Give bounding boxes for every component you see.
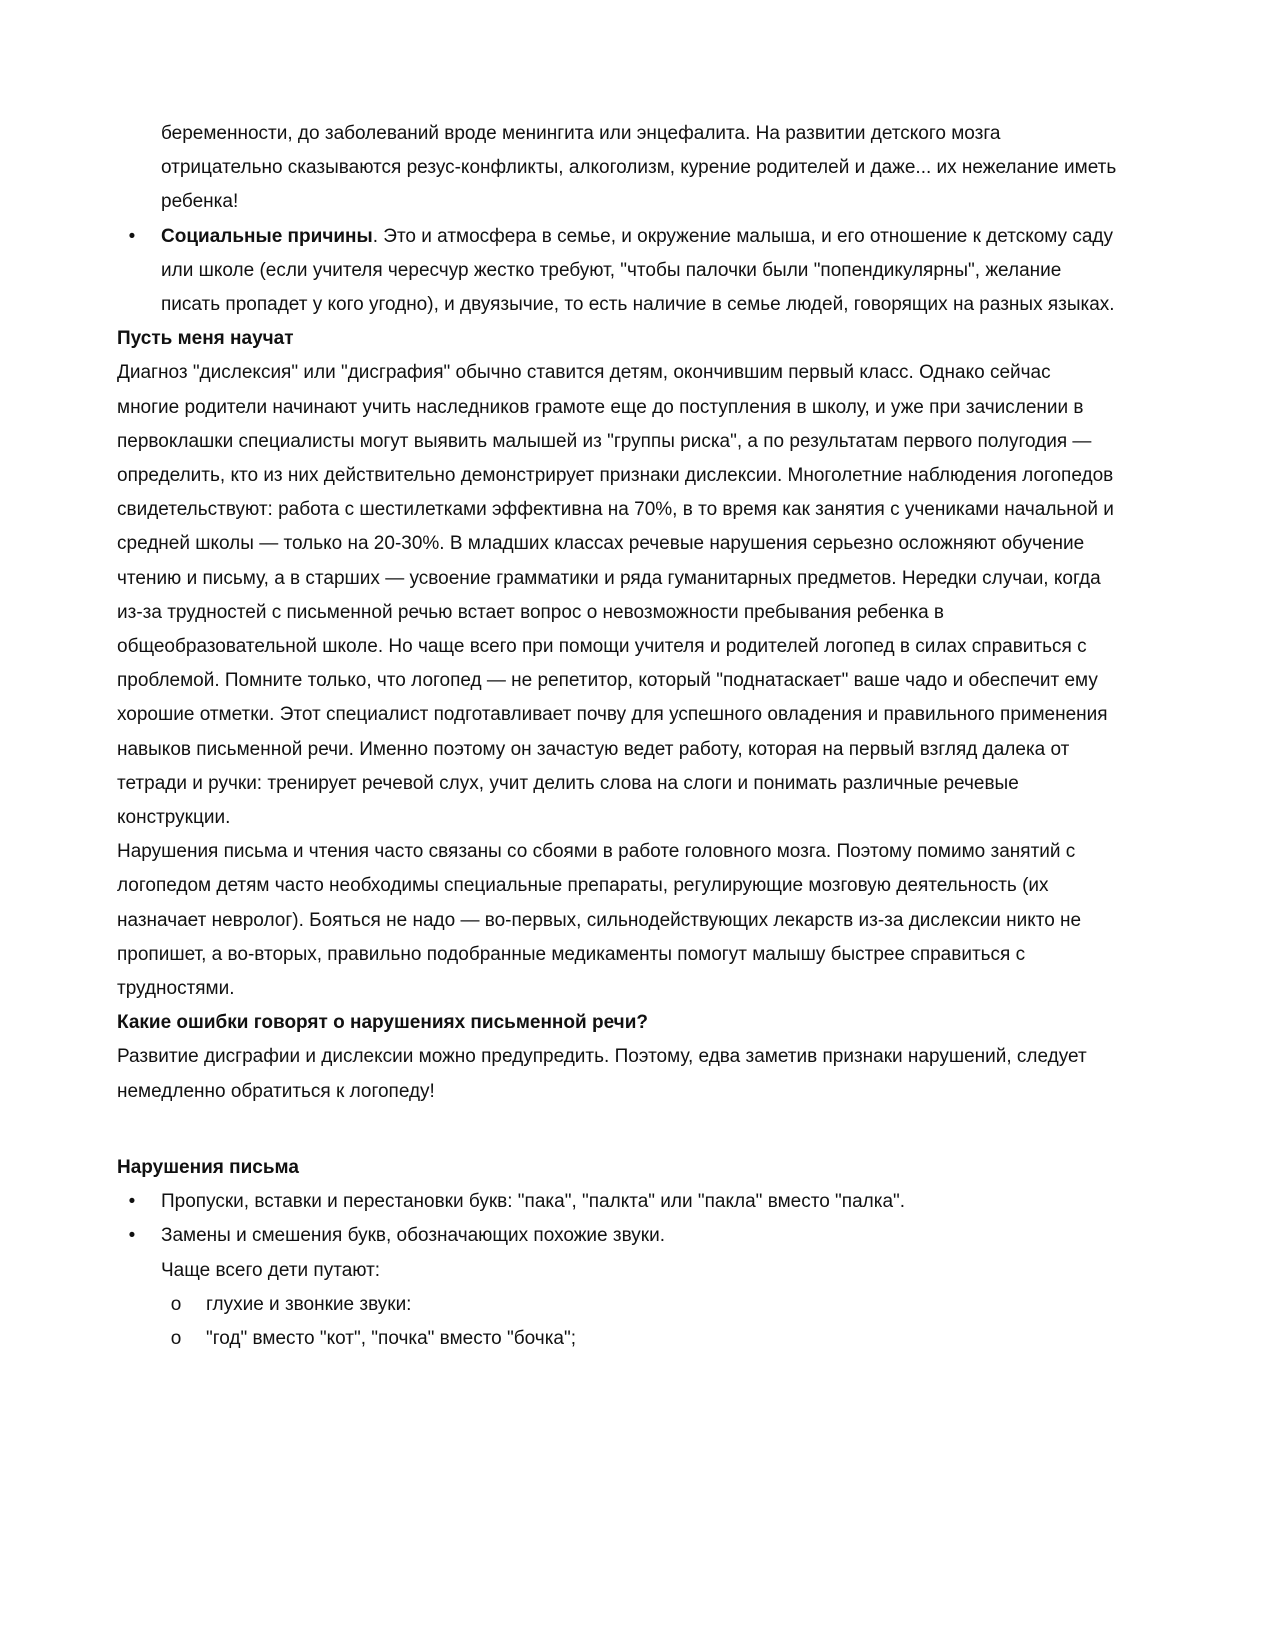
circle-bullet-icon: o [170,1293,182,1315]
paragraph-brain: Нарушения письма и чтения часто связаны со сбоями в работе головного мозга. Поэтому помимо занятий с логопедом детям часто необходимы специальные препараты, регулирующие мозговую деятельность (их назначает невролог). Бояться не надо — во-первых, сильнодействующих лекарств из-за дислексии никто не пропишет, а во-вторых, правильно подобранные медикаменты помогут малышу быстрее справиться с трудностями. [117,841,1082,1000]
causes-list [117,220,1117,323]
spacer [117,1109,1117,1151]
list-item [117,1185,1117,1219]
document-body [117,117,1117,1356]
bullet-icon: • [128,1191,136,1213]
social-causes-text: . Это и атмосфера в семье, и окружение малыша, и его отношение к детскому саду или школе (если учителя чересчур жестко требуют, "чтобы палочки были "попендикулярны", желание писать пропадет у кого угодно), и двуязычие, то есть наличие в семье людей, говорящих на разных языках. [161,225,1115,316]
paragraph-prevention: Развитие дисграфии и дислексии можно предупредить. Поэтому, едва заметив признаки нарушений, следует немедленно обратиться к логопеду! [117,1046,1087,1102]
sub-list-item-text: "год" вместо "кот", "почка" вместо "бочка"; [206,1327,577,1349]
list-item-text: Замены и смешения букв, обозначающих похожие звуки. [161,1225,665,1247]
bullet-icon: • [128,225,136,247]
section-heading-writing-disorders: Нарушения письма [117,1156,299,1178]
writing-disorders-list [117,1185,1117,1253]
sub-list-item-text: глухие и звонкие звуки: [206,1293,412,1315]
bullet-icon: • [128,1225,136,1247]
paragraph-diagnosis: Диагноз "дислексия" или "дисграфия" обычно ставится детям, окончившим первый класс. Однако сейчас многие родители начинают учить наследников грамоте еще до поступления в школу, и уже при зачислении в первоклашки специалисты могут выявить малышей из "группы риска", а по результатам первого полугодия — определить, кто из них действительно демонстрирует признаки дислексии. Многолетние наблюдения логопедов свидетельствуют: работа с шестилетками эффективна на 70%, в то время как занятия с учениками начальной и средней школы — только на 20-30%. В младших классах речевые нарушения серьезно осложняют обучение чтению и письму, а в старших — усвоение грамматики и ряда гуманитарных предметов. Нередки случаи, когда из-за трудностей с письменной речью встает вопрос о невозможности пребывания ребенка в общеобразовательной школе. Но чаще всего при помощи учителя и родителей логопед в силах справиться с проблемой. Помните только, что логопед — не репетитор, который "поднатаскает" ваше чадо и обеспечит ему хорошие отметки. Этот специалист подготавливает почву для успешного овладения и правильного применения навыков письменной речи. Именно поэтому он зачастую ведет работу, которая на первый взгляд далека от тетради и ручки: тренирует речевой слух, учит делить слова на слоги и понимать различные речевые конструкции. [117,362,1114,829]
list-item-continuation: беременности, до заболеваний вроде менингита или энцефалита. На развитии детского мозга отрицательно сказываются резус-конфликты, алкоголизм, курение родителей и даже... их нежелание иметь ребенка! [161,123,1117,213]
sub-list-item [117,1322,1117,1356]
list-item-followup: Чаще всего дети путают: [161,1259,381,1281]
section-heading-teach-me: Пусть меня научат [117,328,294,350]
sub-list-item [117,1288,1117,1322]
list-item-text: Пропуски, вставки и перестановки букв: "пака", "палкта" или "пакла" вместо "палка". [161,1191,906,1213]
section-heading-errors: Какие ошибки говорят о нарушениях письменной речи? [117,1012,648,1034]
sub-list [117,1288,1117,1356]
social-causes-label: Социальные причины [161,225,373,247]
circle-bullet-icon: o [170,1327,182,1349]
list-item [117,1219,1117,1253]
list-item-social-causes [117,220,1117,323]
